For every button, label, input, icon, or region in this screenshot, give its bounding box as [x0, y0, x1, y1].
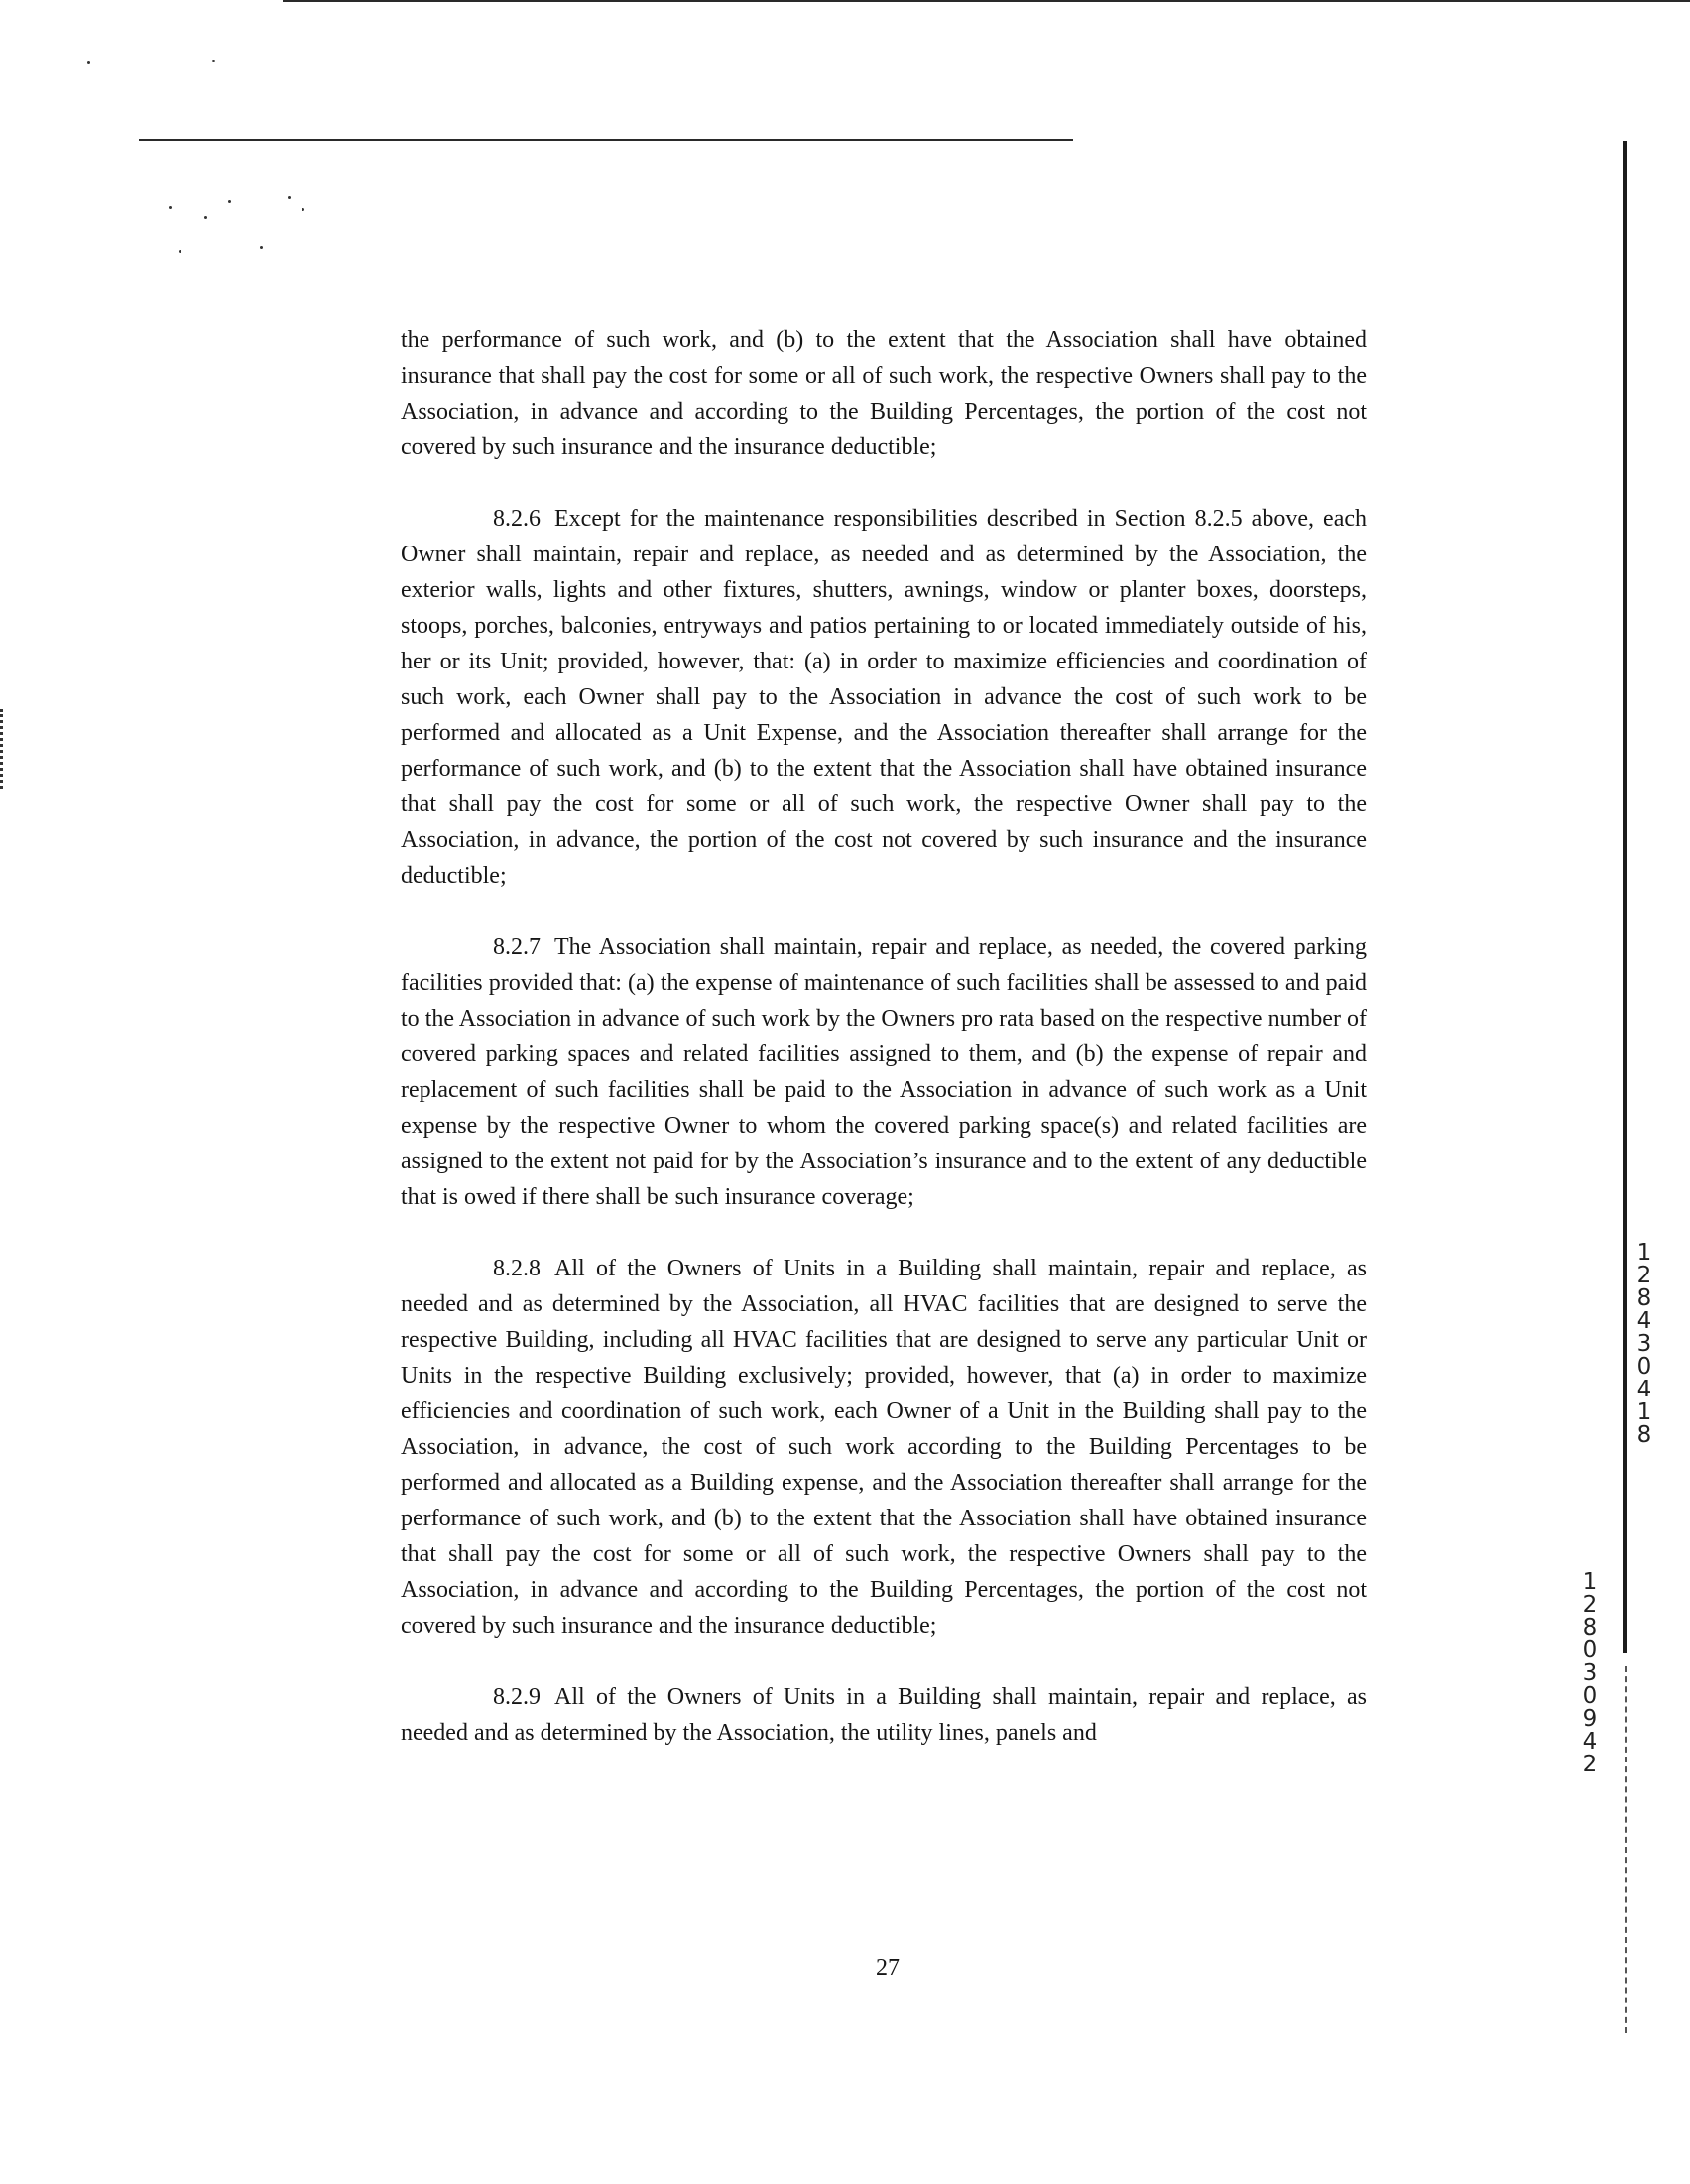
section-8-2-6 [401, 501, 1367, 894]
section-text: The Association shall maintain, repair and replace, as needed, the covered parking facilities provided that: (a) the expense of maintenance of such facilities shall be assessed to and paid to the Association in advance of such work by the Owners pro rata based on the respective number of covered parking spaces and related facilities assigned to them, and (b) the expense of repair and replacement of such facilities shall be paid to the Association in advance of such work as a Unit expense by the respective Owner to whom the covered parking space(s) and related facilities are assigned to the extent not paid for by the Association’s insurance and to the extent of any deductible that is owed if there shall be such insurance coverage; [401, 934, 1367, 1210]
section-8-2-9 [401, 1679, 1367, 1751]
top-edge-rule [283, 0, 1690, 2]
section-text: Except for the maintenance responsibilities described in Section 8.2.5 above, each Owner shall maintain, repair and replace, as needed and as determined by the Association, the exterior walls, lights and other fixtures, shutters, awnings, window or planter boxes, doorsteps, stoops, porches, balconies, entryways and patios pertaining to or located immediately outside of his, her or its Unit; provided, however, that: (a) in order to maximize efficiencies and coordination of such work, each Owner shall pay to the Association in advance the cost of such work to be performed and allocated as a Unit Expense, and the Association thereafter shall arrange for the performance of such work, and (b) to the extent that the Association shall have obtained insurance that shall pay the cost for some or all of such work, the respective Owner shall pay to the Association, in advance, the portion of the cost not covered by such insurance and the insurance deductible; [401, 506, 1367, 889]
scan-speck [169, 206, 172, 209]
recording-stamp-1: 12843 0418 [1636, 1240, 1652, 1448]
section-number: 8.2.6 [493, 506, 541, 532]
scan-speck [179, 250, 181, 253]
section-number: 8.2.9 [493, 1684, 541, 1710]
left-edge-mark [0, 709, 3, 789]
continuation-paragraph: the performance of such work, and (b) to the extent that the Association shall have obtained insurance that shall pay the cost for some or all of such work, the respective Owners shall pay to the Association, in advance and according to the Building Percentages, the portion of the cost not covered by such insurance and the insurance deductible; [401, 327, 1367, 460]
scan-speck [204, 216, 207, 219]
section-text: All of the Owners of Units in a Building shall maintain, repair and replace, as needed and as determined by the Association, all HVAC facilities that are designed to serve the respective Building, including all HVAC facilities that are designed to serve any particular Unit or Units in the respective Building exclusively; provided, however, that (a) in order to maximize efficiencies and coordination of such work, each Owner of a Unit in the Building shall pay to the Association, in advance, the cost of such work according to the Building Percentages to be performed and allocated as a Building expense, and the Association thereafter shall arrange for the performance of such work, and (b) to the extent that the Association shall have obtained insurance that shall pay the cost for some or all of such work, the respective Owners shall pay to the Association, in advance and according to the Building Percentages, the portion of the cost not covered by such insurance and the insurance deductible; [401, 1256, 1367, 1638]
recording-stamp-2: 12803 0942 [1582, 1569, 1598, 1777]
scan-speck [228, 200, 231, 203]
section-number: 8.2.7 [493, 934, 541, 960]
scan-speck [212, 60, 215, 62]
section-number: 8.2.8 [493, 1256, 541, 1281]
right-margin-line [1623, 141, 1627, 1653]
scan-speck [87, 61, 90, 64]
header-rule [139, 139, 1073, 141]
section-8-2-7 [401, 929, 1367, 1215]
scan-speck [288, 196, 291, 199]
page-number: 27 [876, 1955, 900, 1981]
scan-speck [302, 208, 304, 211]
section-text: All of the Owners of Units in a Building shall maintain, repair and replace, as needed and as determined by the Association, the utility lines, panels and [401, 1684, 1367, 1746]
section-8-2-8 [401, 1251, 1367, 1643]
document-body [401, 322, 1367, 1786]
scan-speck [260, 246, 263, 249]
